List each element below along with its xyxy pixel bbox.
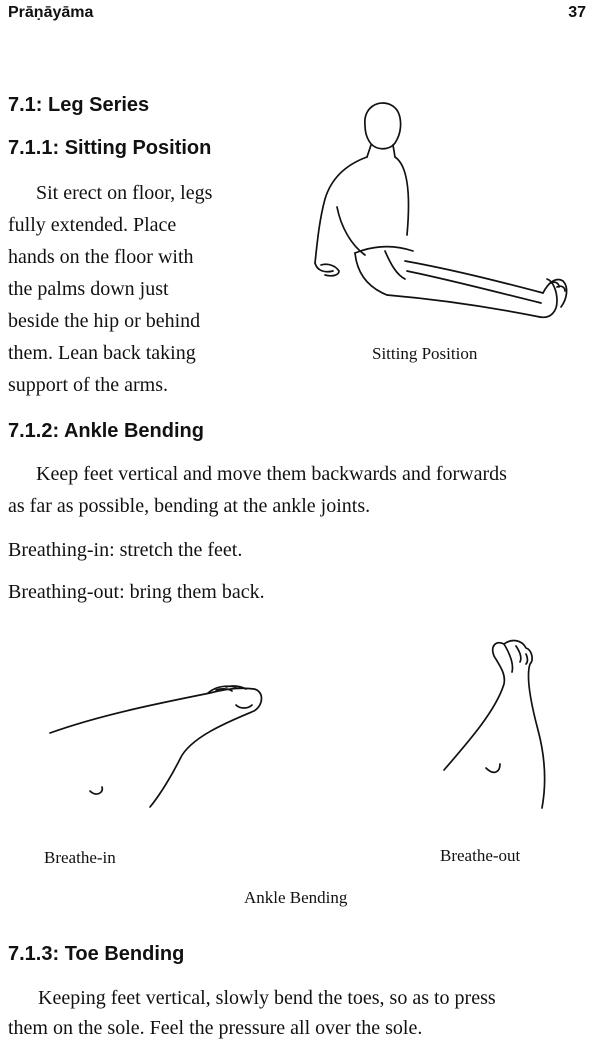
text-line: beside the hip or behind — [8, 310, 201, 332]
page-number: 37 — [568, 4, 586, 21]
running-title: Prāṇāyāma — [8, 4, 94, 21]
ankle-bending-line-2: as far as possible, bending at the ankle joints. — [8, 495, 371, 517]
text-line: hands on the floor with — [8, 246, 194, 268]
breathe-in-foot-illustration — [40, 675, 280, 825]
text-line: them. Lean back taking — [8, 342, 196, 364]
text-line: the palms down just — [8, 278, 169, 300]
toe-bending-heading: 7.1.3: Toe Bending — [8, 943, 185, 965]
ankle-bending-heading: 7.1.2: Ankle Bending — [8, 420, 204, 442]
sitting-figure-illustration — [295, 95, 585, 330]
ankle-bending-figure-caption: Ankle Bending — [244, 888, 348, 907]
sitting-figure-caption: Sitting Position — [372, 344, 478, 363]
breathing-in-instruction: Breathing-in: stretch the feet. — [8, 539, 243, 561]
section-heading: 7.1: Leg Series — [8, 94, 150, 116]
sitting-position-heading: 7.1.1: Sitting Position — [8, 137, 212, 159]
breathe-out-caption: Breathe-out — [440, 846, 521, 865]
toe-bending-line-1: Keeping feet vertical, slowly bend the toes, so as to press — [38, 987, 496, 1009]
breathe-out-foot-illustration — [430, 630, 560, 820]
breathe-in-caption: Breathe-in — [44, 848, 116, 867]
text-line: Sit erect on floor, legs — [36, 182, 213, 204]
breathing-out-instruction: Breathing-out: bring them back. — [8, 581, 265, 603]
sitting-position-text — [8, 177, 258, 401]
text-line: support of the arms. — [8, 374, 168, 396]
ankle-bending-line-1: Keep feet vertical and move them backwards and forwards — [36, 463, 507, 485]
text-line: fully extended. Place — [8, 214, 177, 236]
toe-bending-line-2: them on the sole. Feel the pressure all over the sole. — [8, 1017, 423, 1039]
